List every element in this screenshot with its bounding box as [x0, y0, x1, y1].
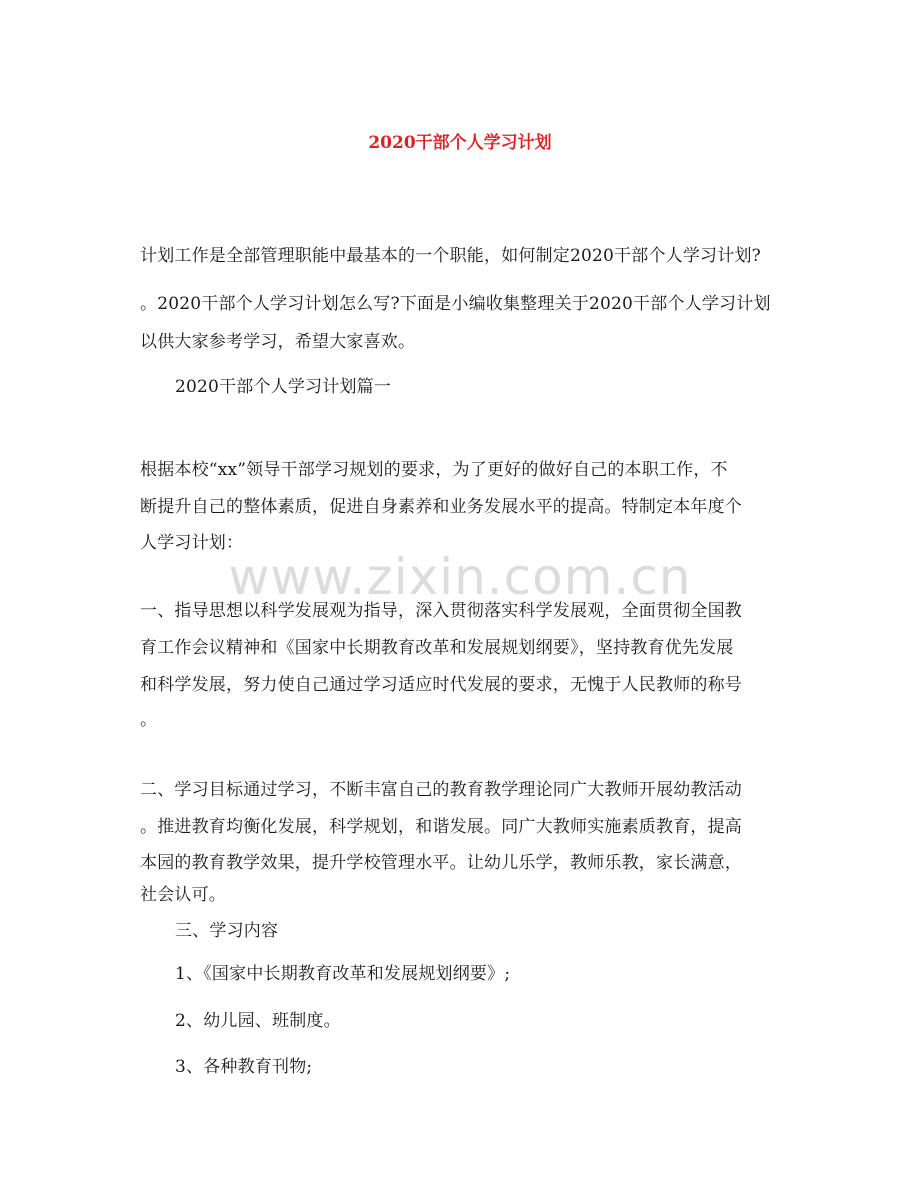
paragraph-line: 一、指导思想以科学发展观为指导，深入贯彻落实科学发展观，全面贯彻全国教 — [140, 601, 742, 621]
paragraph-line: 本园的教育教学效果，提升学校管理水平。让幼儿乐学，教师乐教，家长满意， — [140, 853, 742, 873]
paragraph-line: 。 — [140, 710, 158, 730]
paragraph-line: 。推进教育均衡化发展，科学规划，和谐发展。同广大教师实施素质教育，提高 — [140, 817, 742, 837]
paragraph-line: 根据本校“xx”领导干部学习规划的要求，为了更好的做好自己的本职工作，不 — [140, 460, 728, 480]
paragraph-line: 社会认可。 — [140, 885, 226, 905]
section-heading: 2020干部个人学习计划篇一 — [175, 377, 392, 397]
intro-line: 计划工作是全部管理职能中最基本的一个职能，如何制定2020干部个人学习计划? — [140, 246, 761, 266]
paragraph-line: 人学习计划： — [140, 533, 244, 553]
intro-line: 以供大家参考学习，希望大家喜欢。 — [140, 332, 416, 352]
list-item: 1、《国家中长期教育改革和发展规划纲要》; — [175, 964, 511, 984]
list-item: 3、各种教育刊物; — [175, 1057, 313, 1077]
watermark: www.zixin.com.cn — [228, 548, 692, 606]
paragraph-line: 二、学习目标通过学习，不断丰富自己的教育教学理论同广大教师开展幼教活动 — [140, 780, 742, 800]
document-title: 2020干部个人学习计划 — [368, 133, 552, 153]
section-heading: 三、学习内容 — [175, 921, 279, 941]
list-item: 2、幼儿园、班制度。 — [175, 1011, 341, 1031]
paragraph-line: 断提升自己的整体素质，促进自身素养和业务发展水平的提高。特制定本年度个 — [140, 497, 742, 517]
intro-line: 。2020干部个人学习计划怎么写?下面是小编收集整理关于2020干部个人学习计划 — [140, 294, 771, 314]
paragraph-line: 育工作会议精神和《国家中长期教育改革和发展规划纲要》，坚持教育优先发展 — [140, 638, 734, 658]
paragraph-line: 和科学发展，努力使自己通过学习适应时代发展的要求，无愧于人民教师的称号 — [140, 675, 742, 695]
